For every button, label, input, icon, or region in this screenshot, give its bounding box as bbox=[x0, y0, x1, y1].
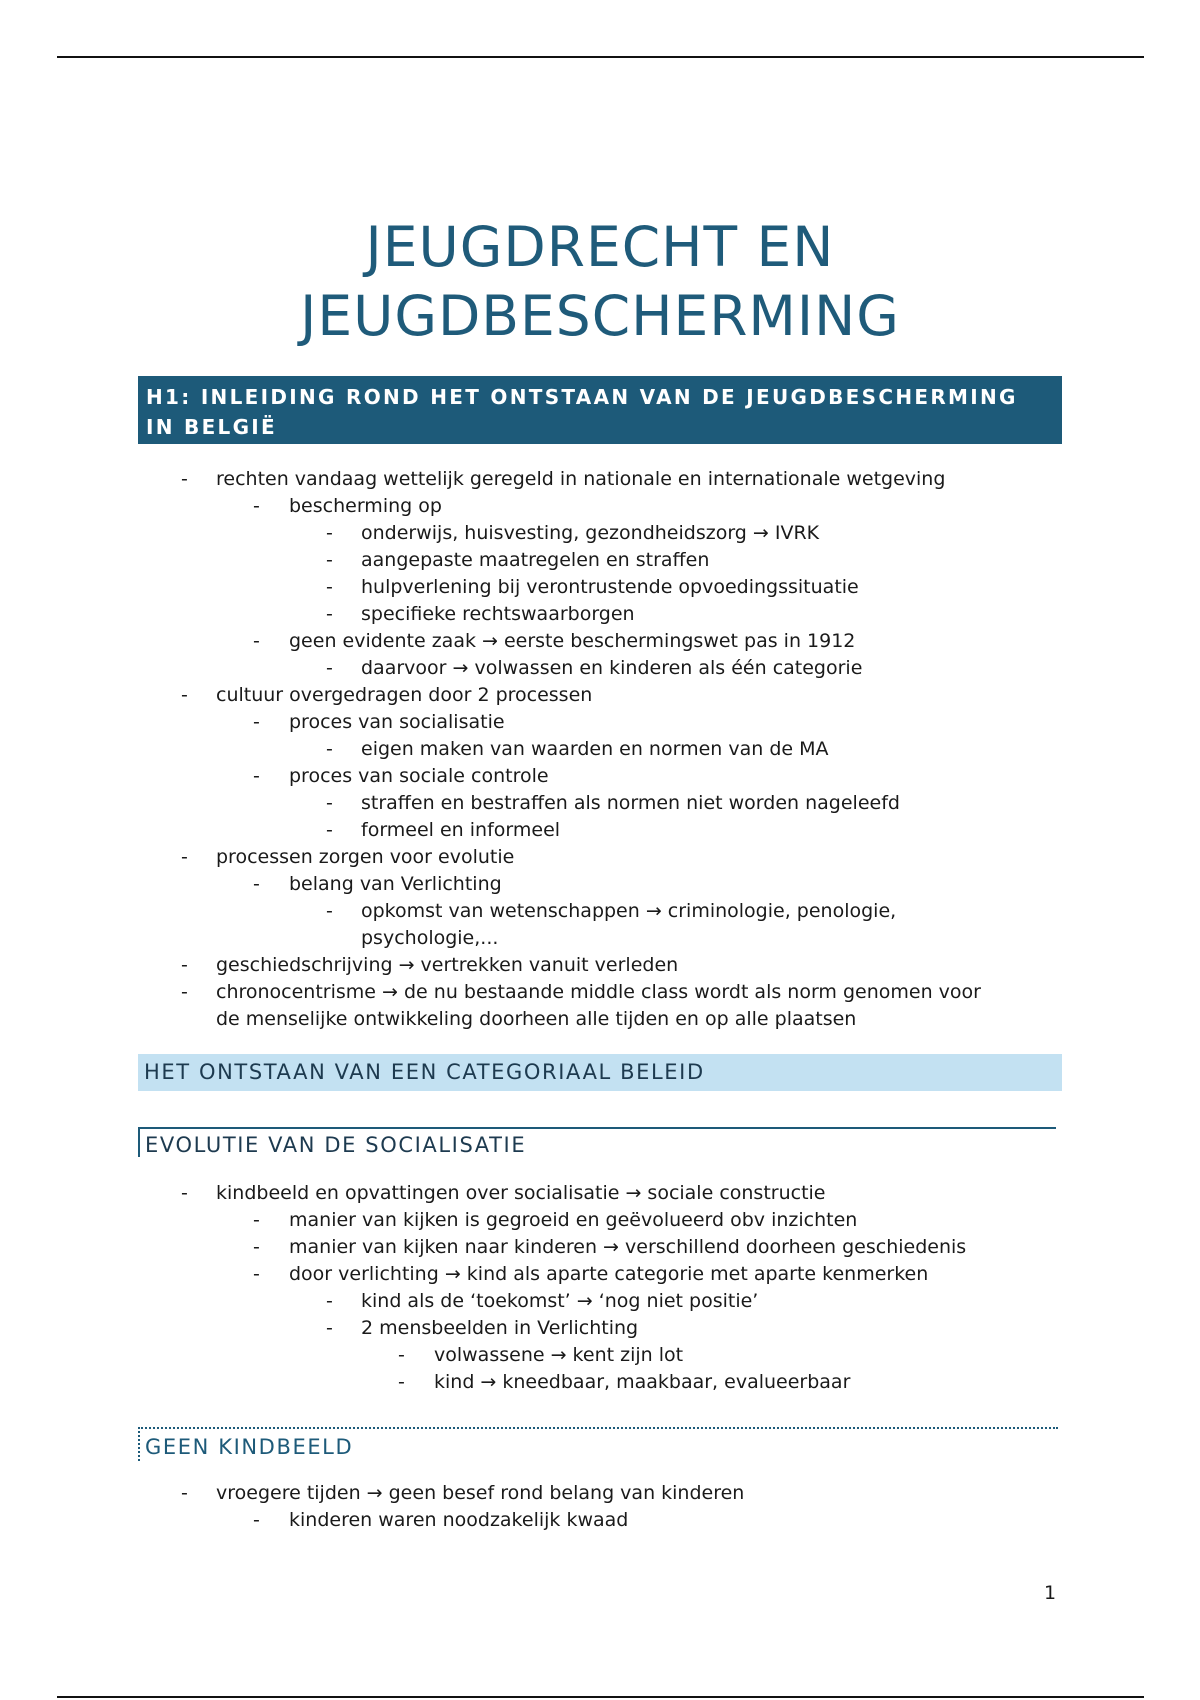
title-line-1: JEUGDRECHT EN bbox=[365, 215, 835, 279]
list-item: - proces van socialisatie bbox=[253, 711, 505, 733]
list-item-continuation: de menselijke ontwikkeling doorheen alle tijden en op alle plaatsen bbox=[216, 1008, 857, 1030]
list-item: - rechten vandaag wettelijk geregeld in nationale en internationale wetgeving bbox=[181, 468, 946, 490]
list-item: - onderwijs, huisvesting, gezondheidszorg → IVRK bbox=[326, 522, 820, 544]
heading-h1: H1: INLEIDING ROND HET ONTSTAAN VAN DE JEUGDBESCHERMING IN BELGIË bbox=[138, 376, 1062, 444]
list-item: - belang van Verlichting bbox=[253, 873, 502, 895]
list-item: - opkomst van wetenschappen → criminologie, penologie, bbox=[326, 900, 897, 922]
list-item: - vroegere tijden → geen besef rond belang van kinderen bbox=[181, 1482, 745, 1504]
list-item: - eigen maken van waarden en normen van de MA bbox=[326, 738, 829, 760]
list-item: - 2 mensbeelden in Verlichting bbox=[326, 1317, 639, 1339]
list-item: - processen zorgen voor evolutie bbox=[181, 846, 515, 868]
section4-list bbox=[0, 1480, 1200, 1534]
list-item: - cultuur overgedragen door 2 processen bbox=[181, 684, 593, 706]
list-item: - manier van kijken naar kinderen → verschillend doorheen geschiedenis bbox=[253, 1236, 967, 1258]
list-item: - geen evidente zaak → eerste beschermingswet pas in 1912 bbox=[253, 630, 856, 652]
page-number: 1 bbox=[1043, 1582, 1057, 1604]
page-top-rule bbox=[57, 56, 1144, 58]
section1-list bbox=[0, 466, 1200, 1033]
list-item: - volwassene → kent zijn lot bbox=[398, 1344, 684, 1366]
heading-h3: EVOLUTIE VAN DE SOCIALISATIE bbox=[138, 1127, 1056, 1157]
list-item: - hulpverlening bij verontrustende opvoedingssituatie bbox=[326, 576, 859, 598]
title-line-2: JEUGDBESCHERMING bbox=[300, 284, 900, 348]
list-item: - specifieke rechtswaarborgen bbox=[326, 603, 635, 625]
heading-h2: HET ONTSTAAN VAN EEN CATEGORIAAL BELEID bbox=[138, 1054, 1062, 1091]
list-item: - straffen en bestraffen als normen niet worden nageleefd bbox=[326, 792, 900, 814]
list-item: - kinderen waren noodzakelijk kwaad bbox=[253, 1509, 629, 1531]
heading-h4: GEEN KINDBEELD bbox=[138, 1427, 1058, 1461]
list-item: - aangepaste maatregelen en straffen bbox=[326, 549, 710, 571]
list-item: - door verlichting → kind als aparte categorie met aparte kenmerken bbox=[253, 1263, 929, 1285]
list-item: - kind als de ‘toekomst’ → ‘nog niet positie’ bbox=[326, 1290, 759, 1312]
list-item: - kind → kneedbaar, maakbaar, evalueerbaar bbox=[398, 1371, 851, 1393]
section3-list bbox=[0, 1180, 1200, 1396]
list-item-continuation: psychologie,... bbox=[361, 927, 499, 949]
list-item: - formeel en informeel bbox=[326, 819, 561, 841]
list-item: - chronocentrisme → de nu bestaande middle class wordt als norm genomen voor bbox=[181, 981, 981, 1003]
document-title bbox=[0, 213, 1200, 351]
list-item: - geschiedschrijving → vertrekken vanuit verleden bbox=[181, 954, 679, 976]
list-item: - kindbeeld en opvattingen over socialisatie → sociale constructie bbox=[181, 1182, 826, 1204]
list-item: - proces van sociale controle bbox=[253, 765, 549, 787]
list-item: - manier van kijken is gegroeid en geëvolueerd obv inzichten bbox=[253, 1209, 858, 1231]
page-bottom-rule bbox=[57, 1696, 1144, 1698]
list-item: - bescherming op bbox=[253, 495, 442, 517]
list-item: - daarvoor → volwassen en kinderen als één categorie bbox=[326, 657, 863, 679]
